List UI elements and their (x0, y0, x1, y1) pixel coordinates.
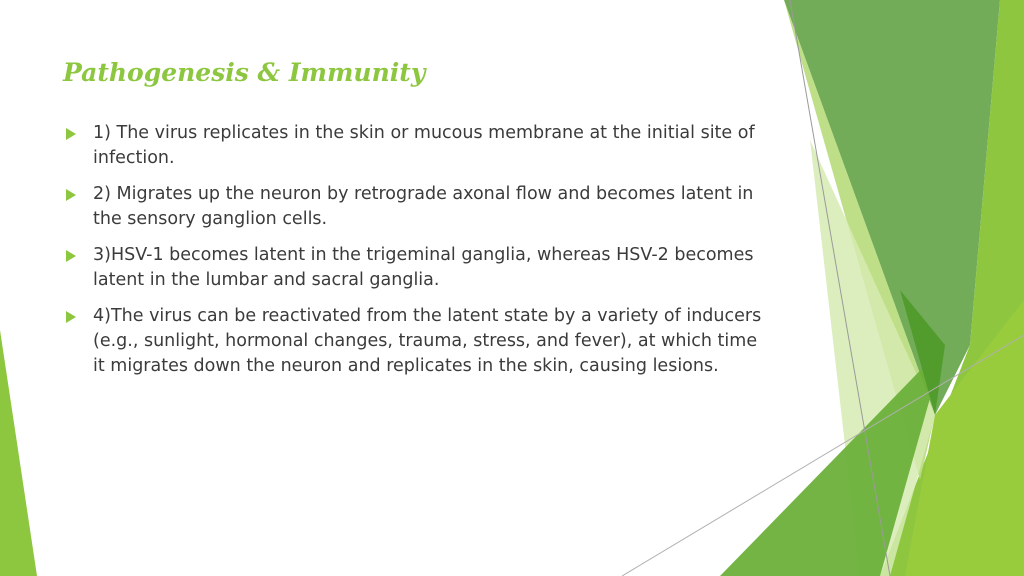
bullet-item (66, 121, 766, 171)
triangle-right-icon (66, 250, 76, 262)
bullet-item (66, 243, 766, 293)
bullet-text: 1) The virus replicates in the skin or mucous membrane at the initial site of infection. (93, 123, 755, 168)
bullet-item (66, 182, 766, 232)
bullet-item (66, 304, 766, 379)
slide-title: Pathogenesis & Immunity (63, 58, 426, 87)
triangle-right-icon (66, 189, 76, 201)
bullet-text: 3)HSV-1 becomes latent in the trigeminal ganglia, whereas HSV-2 becomes latent in the lumbar and sacral ganglia. (93, 245, 754, 290)
bullet-list (66, 121, 766, 390)
bullet-text: 2) Migrates up the neuron by retrograde axonal flow and becomes latent in the sensory ganglion cells. (93, 184, 754, 229)
left-edge-shape (0, 330, 37, 576)
triangle-right-icon (66, 311, 76, 323)
triangle-right-icon (66, 128, 76, 140)
bullet-text: 4)The virus can be reactivated from the latent state by a variety of inducers (e.g., sunlight, hormonal changes, trauma, stress, and fever), at which time it migrates down the neuron and replicates in the skin, causing lesions. (93, 306, 762, 376)
